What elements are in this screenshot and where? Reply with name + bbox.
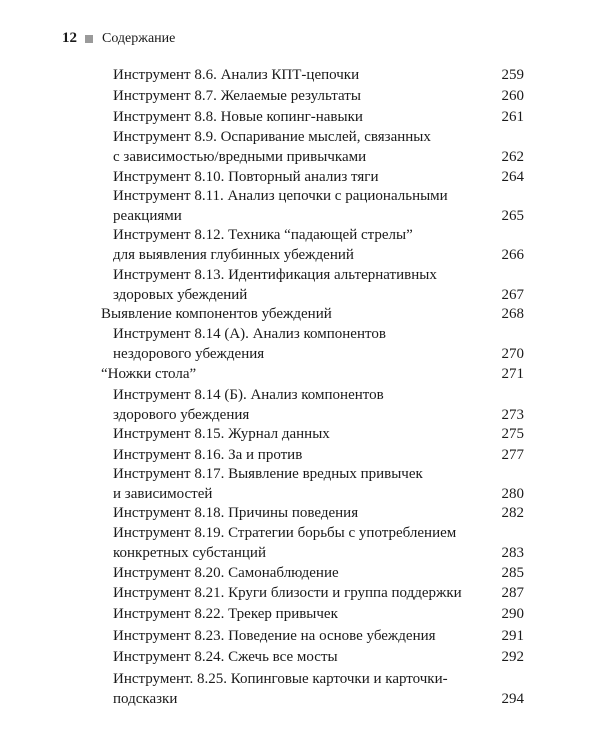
toc-entry-page: 261 — [501, 109, 524, 125]
toc-entry-page: 267 — [501, 287, 524, 303]
toc-entry[interactable] — [113, 626, 524, 646]
header-page-number: 12 — [62, 30, 77, 46]
toc-entry-title: Инструмент. 8.25. Копинговые карточки и карточки- подсказки — [113, 671, 448, 707]
toc-entry-page: 292 — [501, 649, 524, 665]
toc-entry-page: 294 — [501, 691, 524, 707]
toc-entry-title: Инструмент 8.9. Оспаривание мыслей, связанных с зависимостью/вредными привычками — [113, 129, 431, 165]
toc-entry-page: 259 — [501, 67, 524, 83]
toc-entry[interactable] — [101, 304, 524, 324]
toc-entry-title: Инструмент 8.11. Анализ цепочки с рациональными реакциями — [113, 188, 448, 224]
toc-entry-title: Инструмент 8.18. Причины поведения — [113, 505, 359, 521]
toc-entry[interactable] — [113, 669, 524, 709]
toc-entry[interactable] — [113, 424, 524, 444]
toc-entry[interactable] — [113, 86, 524, 106]
toc-entry-title: Инструмент 8.12. Техника “падающей стрелы” для выявления глубинных убеждений — [113, 227, 413, 263]
toc-entry-page: 262 — [501, 149, 524, 165]
toc-entry-page: 277 — [501, 447, 524, 463]
toc-entry-page: 283 — [501, 545, 524, 561]
toc-entry-page: 266 — [501, 247, 524, 263]
toc-entry-title: Инструмент 8.14 (Б). Анализ компонентов здорового убеждения — [113, 387, 384, 423]
toc-entry-page: 280 — [501, 486, 524, 502]
toc-entry[interactable] — [113, 186, 524, 226]
toc-entry-title: Инструмент 8.20. Самонаблюдение — [113, 565, 339, 581]
toc-entry-page: 270 — [501, 346, 524, 362]
square-bullet-icon — [85, 35, 93, 43]
toc-entry-title: Инструмент 8.24. Сжечь все мосты — [113, 649, 338, 665]
toc-entry-title: Инструмент 8.22. Трекер привычек — [113, 606, 338, 622]
toc-entry-page: 260 — [501, 88, 524, 104]
toc-entry-title: Инструмент 8.16. За и против — [113, 447, 303, 463]
toc-entry-page: 275 — [501, 426, 524, 442]
header-title: Содержание — [102, 30, 176, 46]
toc-entry-page: 265 — [501, 208, 524, 224]
toc-entry-title: Инструмент 8.7. Желаемые результаты — [113, 88, 361, 104]
toc-entry-title: Инструмент 8.13. Идентификация альтернативных здоровых убеждений — [113, 267, 437, 303]
running-header — [62, 30, 175, 47]
toc-entry-page: 287 — [501, 585, 524, 601]
toc-entry[interactable] — [113, 647, 524, 667]
toc-entry-title: Инструмент 8.19. Стратегии борьбы с употреблением конкретных субстанций — [113, 525, 457, 561]
toc-entry-title: Выявление компонентов убеждений — [101, 306, 332, 322]
toc-entry-title: Инструмент 8.15. Журнал данных — [113, 426, 330, 442]
toc-entry-title: Инструмент 8.21. Круги близости и группа поддержки — [113, 585, 462, 601]
toc-entry[interactable] — [113, 464, 524, 504]
toc-entry[interactable] — [113, 107, 524, 127]
toc-entry-page: 285 — [501, 565, 524, 581]
toc-entry-page: 264 — [501, 169, 524, 185]
toc-entry-page: 291 — [501, 628, 524, 644]
toc-entry[interactable] — [113, 167, 524, 187]
toc-entry-title: “Ножки стола” — [101, 366, 197, 382]
toc-entry[interactable] — [113, 563, 524, 583]
toc-entry[interactable] — [113, 324, 524, 364]
toc-entry[interactable] — [113, 583, 524, 603]
toc-entry[interactable] — [113, 127, 524, 167]
toc-entry[interactable] — [113, 503, 524, 523]
toc-entry-page: 273 — [501, 407, 524, 423]
toc-entry-title: Инструмент 8.14 (А). Анализ компонентов нездорового убеждения — [113, 326, 386, 362]
toc-entry[interactable] — [113, 225, 524, 265]
toc-entry-page: 271 — [501, 366, 524, 382]
toc-entry[interactable] — [113, 65, 524, 85]
toc-entry-title: Инструмент 8.17. Выявление вредных привычек и зависимостей — [113, 466, 423, 502]
toc-entry-page: 290 — [501, 606, 524, 622]
toc-entry-title: Инструмент 8.23. Поведение на основе убеждения — [113, 628, 436, 644]
toc-entry[interactable] — [113, 604, 524, 624]
toc-entry-title: Инструмент 8.8. Новые копинг-навыки — [113, 109, 363, 125]
toc-entry[interactable] — [101, 364, 524, 384]
toc-entry-title: Инструмент 8.10. Повторный анализ тяги — [113, 169, 379, 185]
toc-entry[interactable] — [113, 385, 524, 425]
toc-entry-page: 282 — [501, 505, 524, 521]
toc-entry-page: 268 — [501, 306, 524, 322]
toc-entry[interactable] — [113, 523, 524, 563]
toc-entry[interactable] — [113, 445, 524, 465]
toc-entry-title: Инструмент 8.6. Анализ КПТ-цепочки — [113, 67, 360, 83]
toc-entry[interactable] — [113, 265, 524, 305]
